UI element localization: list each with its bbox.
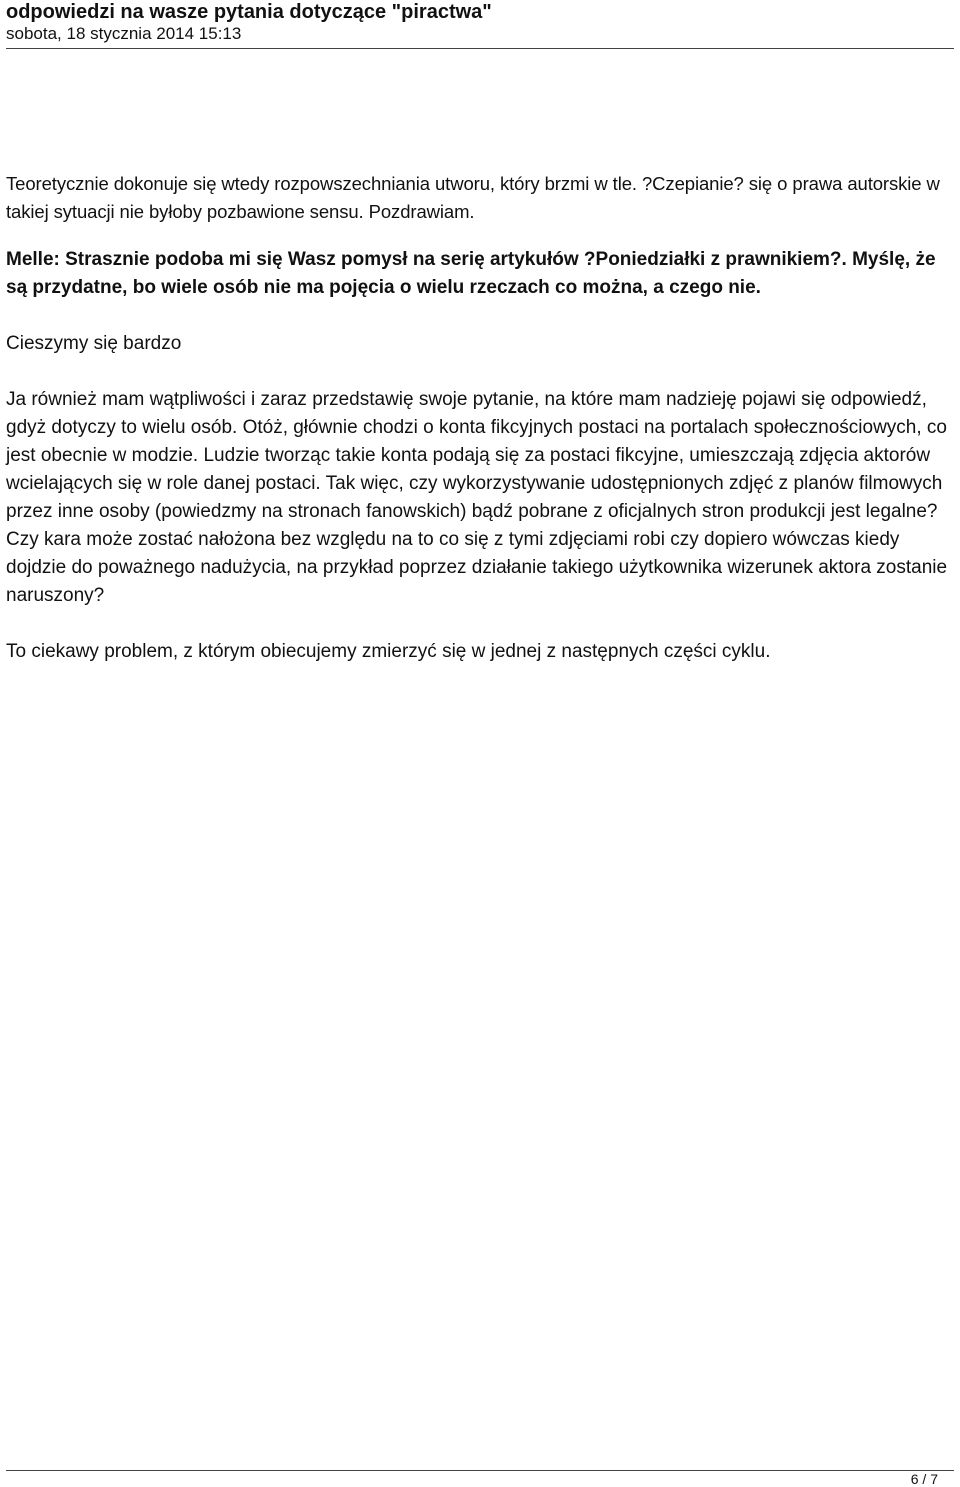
paragraph-reader-question: Melle: Strasznie podoba mi się Wasz pomysł na serię artykułów ?Poniedziałki z prawnikiem?. Myślę, że są przydatne, bo wiele osób nie ma pojęcia o wielu rzeczach co można, a czego nie. bbox=[6, 249, 936, 298]
post-date: sobota, 18 stycznia 2014 15:13 bbox=[6, 24, 242, 43]
footer-divider bbox=[6, 1470, 954, 1471]
page-header bbox=[6, 0, 954, 49]
paragraph-answer: To ciekawy problem, z którym obiecujemy zmierzyć się w jednej z następnych części cyklu. bbox=[6, 641, 771, 662]
paragraph-question-details: Ja również mam wątpliwości i zaraz przedstawię swoje pytanie, na które mam nadzieję pojawi się odpowiedź, gdyż dotyczy to wielu osób. Otóż, głównie chodzi o konta fikcyjnych postaci na portalach społecznościowych, co jest obecnie w modzie. Ludzie tworząc takie konta podają się za postaci fikcyjne, umieszczają zdjęcia aktorów wcielających się w role danej postaci. Tak więc, czy wykorzystywanie udostępnionych zdjęć z planów filmowych przez inne osoby (powiedzmy na stronach fanowskich) bądź pobrane z oficjalnych stron produkcji jest legalne? Czy kara może zostać nałożona bez względu na to co się z tymi zdjęciami robi czy dopiero wówczas kiedy dojdzie do poważnego nadużycia, na przykład poprzez działanie takiego użytkownika wizerunek aktora zostanie naruszony? bbox=[6, 389, 948, 606]
paragraph-thanks: Cieszymy się bardzo bbox=[6, 333, 182, 354]
article-body bbox=[6, 170, 954, 666]
page-title: odpowiedzi na wasze pytania dotyczące "piractwa" bbox=[6, 1, 492, 23]
page-number: 6 / 7 bbox=[910, 1471, 938, 1487]
paragraph-reply-intro: Teoretycznie dokonuje się wtedy rozpowszechniania utworu, który brzmi w tle. ?Czepianie? się o prawa autorskie w takiej sytuacji nie byłoby pozbawione sensu. Pozdrawiam. bbox=[6, 173, 940, 222]
